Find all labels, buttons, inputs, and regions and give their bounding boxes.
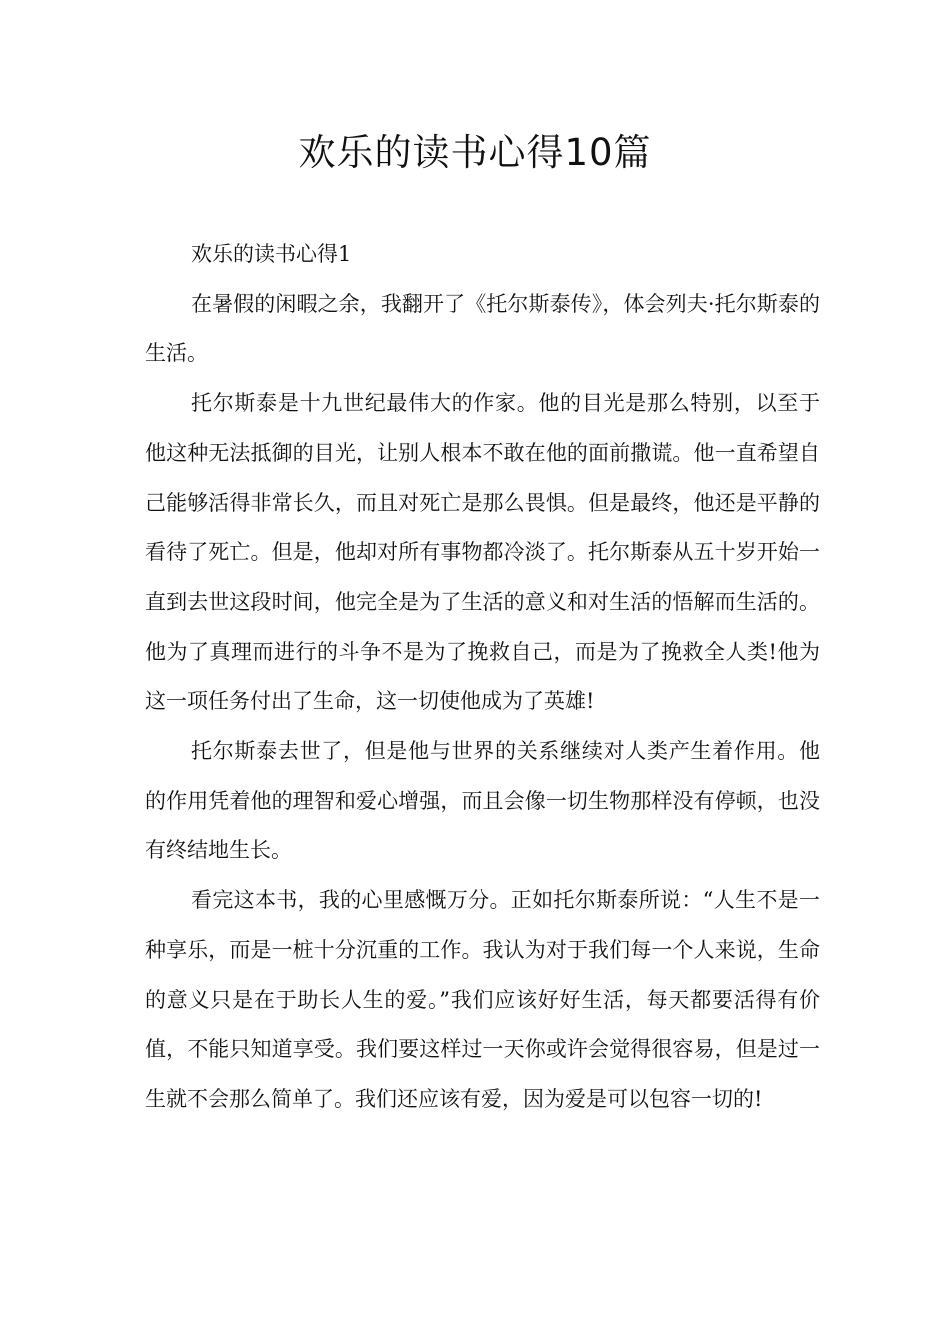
paragraph: 看完这本书，我的心里感慨万分。正如托尔斯泰所说：“人生不是一种享乐，而是一桩十分沉重的工作。我认为对于我们每一个人来说，生命的意义只是在于助长人生的爱。”我们应该好好生活，每天都要活得有价值，不能只知道享受。我们要这样过一天你或许会觉得很容易，但是过一生就不会那么简单了。我们还应该有爱，因为爱是可以包容一切的! [145,888,820,1111]
paragraph: 在暑假的闲暇之余，我翻开了《托尔斯泰传》，体会列夫·托尔斯泰的生活。 [145,291,820,366]
document-title: 欢乐的读书心得10篇 [298,131,652,174]
paragraph: 托尔斯泰去世了，但是他与世界的关系继续对人类产生着作用。他的作用凭着他的理智和爱心增强，而且会像一切生物那样没有停顿，也没有终结地生长。 [145,739,820,863]
paragraph: 托尔斯泰是十九世纪最伟大的作家。他的目光是那么特别，以至于他这种无法抵御的目光，让别人根本不敢在他的面前撒谎。他一直希望自己能够活得非常长久，而且对死亡是那么畏惧。但是最终，他还是平静的看待了死亡。但是，他却对所有事物都冷淡了。托尔斯泰从五十岁开始一直到去世这段时间，他完全是为了生活的意义和对生活的悟解而生活的。他为了真理而进行的斗争不是为了挽救自己，而是为了挽救全人类!他为这一项任务付出了生命，这一切使他成为了英雄! [145,391,820,714]
document-body [145,230,820,1125]
section-heading: 欢乐的读书心得1 [191,242,352,266]
